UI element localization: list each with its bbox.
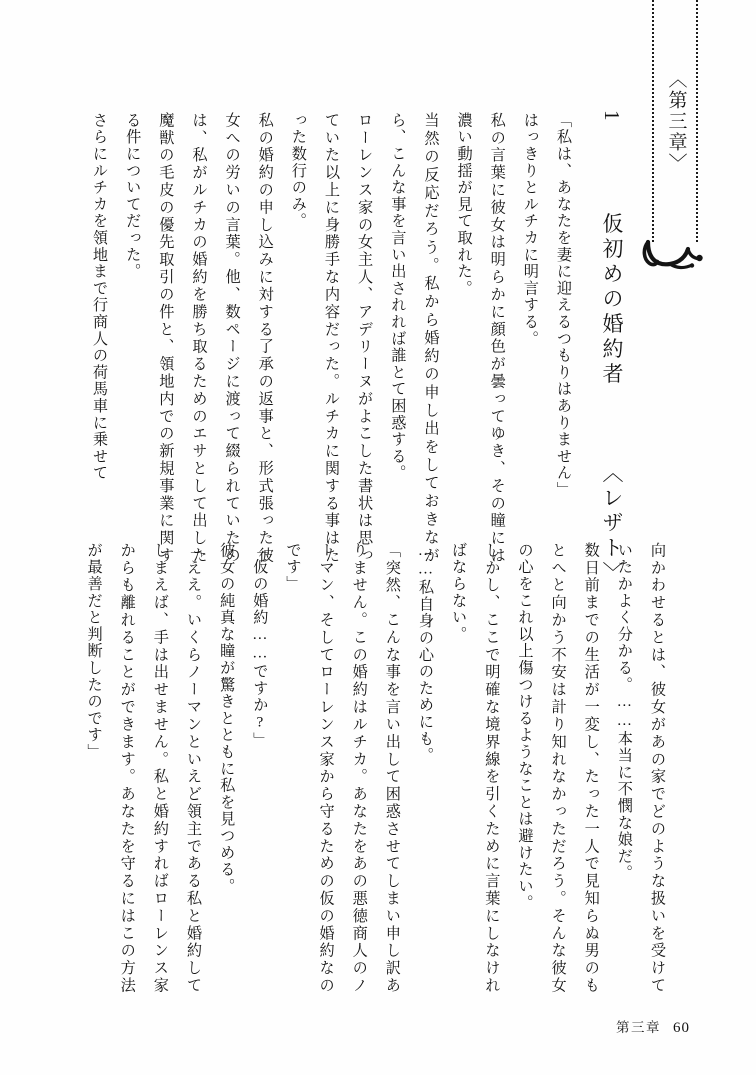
paragraph: 向かわせるとは、彼女があの家でどのような扱いを受けていたかよく分かる。……本当に不憫な娘だ。 (615, 542, 666, 994)
paragraph: ……私自身の心のためにも。 (417, 542, 435, 764)
paragraph: 当然の反応だろう。私から婚約の申し出をしておきながら、こんな事を言い出されれば誰とて困惑する。 (389, 112, 440, 564)
section-number: 1 (600, 110, 624, 121)
paragraph: ローレンス家の女主人、アデリーヌがよこした書状は思っていた以上に身勝手な内容だった。ルチカに関する事はたった数行のみ。 (289, 112, 374, 564)
paragraph: 彼女の純真な瞳が驚きとともに私を見つめる。 (218, 542, 236, 895)
paragraph: 数日前までの生活が一変し、たった一人で見知らぬ男のもとへと向かう不安は計り知れなかっただろう。そんな彼女の心をこれ以上傷つけるようなことは避けたい。 (516, 542, 600, 994)
chapter-marker-box (652, 0, 698, 242)
paragraph: はっきりとルチカに明言する。 (521, 112, 539, 348)
footer-chapter-label: 第三章 (616, 1020, 661, 1035)
footer-page-number: 60 (673, 1020, 690, 1036)
page-footer (616, 1016, 690, 1037)
section-heading (595, 110, 628, 587)
paragraph: さらにルチカを領地まで行商人の荷馬車に乗せて (91, 112, 109, 482)
paragraph: しかし、ここで明確な境界線を引くために言葉にしなければならない。 (450, 542, 501, 994)
floral-flourish-ornament (640, 236, 708, 282)
paragraph: 私の言葉に彼女は明らかに顔色が曇ってゆき、その瞳には濃い動揺が見て取れた。 (455, 112, 506, 564)
chapter-marker-label: 〈第三章〉 (665, 68, 687, 174)
paragraph: 「ええ。いくらノーマンといえど領主である私と婚約してしまえば、手は出せません。私と婚約すればローレンス家からも離れることができます。あなたを守るにはこの方法が最善だと判断したのです」 (85, 542, 203, 994)
paragraph: 私の婚約の申し込みに対する了承の返事と、形式張った彼女への労いの言葉。他、数ページに渡って綴られていたのは、私がルチカの婚約を勝ち取るためのエサとして出した魔獣の毛皮の優先取引の件と、領地内での新規事業に関する件についてだった。 (124, 112, 274, 564)
paragraph: 「私は、あなたを妻に迎えるつもりはありません」 (555, 112, 572, 499)
body-text-lower (85, 542, 674, 994)
section-title: 仮初めの婚約者 (600, 212, 624, 388)
paragraph: 「仮の婚約……ですか?」 (251, 542, 269, 749)
paragraph: 「突然、こんな事を言い出して困惑させてしまい申し訳ありません。この婚約はルチカ。あなたをあの悪徳商人のノーマン、そしてローレンス家から守るための仮の婚約なのです」 (284, 542, 401, 994)
section-speaker: 〈レザト〉 (600, 461, 624, 587)
body-text-upper (91, 112, 580, 564)
